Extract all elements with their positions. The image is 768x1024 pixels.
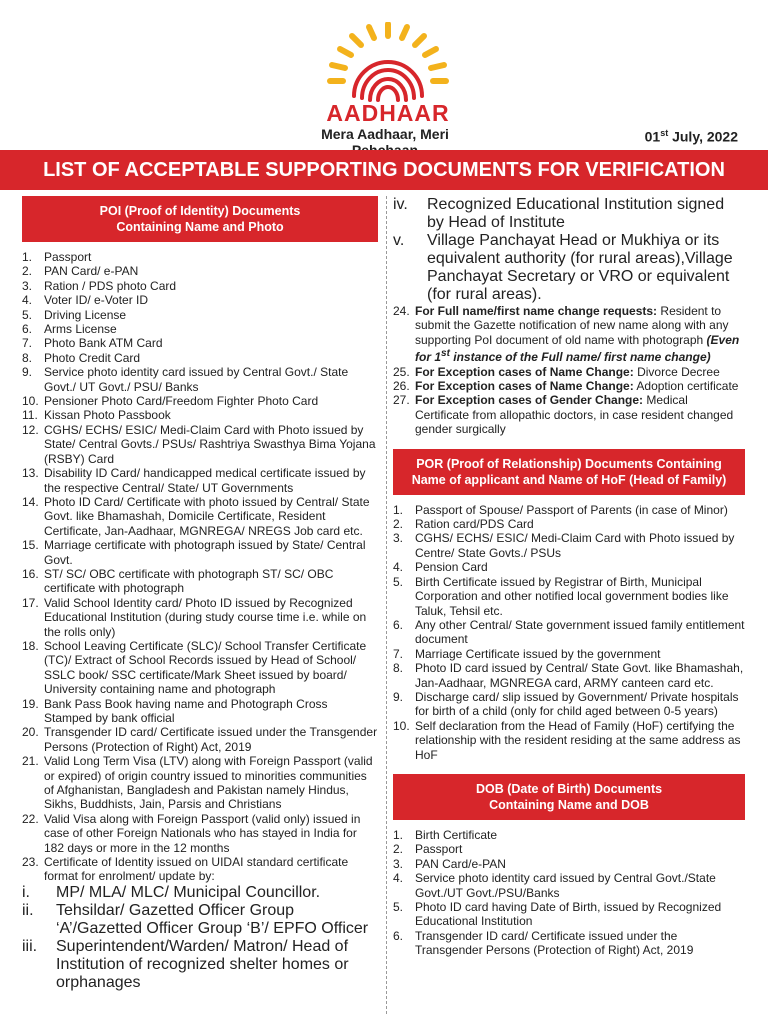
por-list xyxy=(393,503,745,762)
list-item: 9. Service photo identity card issued by Central Govt./ State Govt./ UT Govt./ PSU/ Banks xyxy=(22,365,349,394)
poi-section-heading: POI (Proof of Identity) Documents Containing Name and Photo xyxy=(22,196,378,242)
list-item: 15. Marriage certificate with photograph issued by State/ Central Govt. xyxy=(22,538,366,567)
list-item: 12. CGHS/ ECHS/ ESIC/ Medi-Claim Card with Photo issued by State/ Central Govts./ PSUs/ Rashtriya Swasthya Bima Yojana (RSBY) Card xyxy=(22,422,376,466)
list-item: 13. Disability ID Card/ handicapped medical certificate issued by the respective Central/ State/ UT Governments xyxy=(22,466,366,495)
list-item: 3. Ration / PDS photo Card xyxy=(22,278,177,293)
list-item: 1. Passport xyxy=(22,250,92,264)
column-divider xyxy=(386,196,387,1014)
list-item: 9. Discharge card/ slip issued by Government/ Private hospitals for birth of a child (only for child aged between 0-5 years) xyxy=(393,689,739,719)
list-item: 21. Valid Long Term Visa (LTV) along with Foreign Passport (valid or expired) of origin country issued to minorities communities of Afghanistan, Bangladesh and Pakistan namely Hindus, Sikhs, Buddhists, Jain, Parsis and Christians xyxy=(22,754,373,812)
dob-section-heading: DOB (Date of Birth) Documents Containing Name and DOB xyxy=(393,774,745,820)
list-item: 10. Pensioner Photo Card/Freedom Fighter Photo Card xyxy=(22,394,319,409)
list-item: 6. Arms License xyxy=(22,322,117,337)
list-item: 2. Passport xyxy=(393,842,463,857)
list-item: 8. Photo Credit Card xyxy=(22,350,141,365)
aadhaar-logo-icon xyxy=(318,22,458,102)
list-item: 17. Valid School Identity card/ Photo ID issued by Recognized Educational Institution (during study course time i.e. while on the rolls only) xyxy=(22,595,367,639)
list-item: 20. Transgender ID card/ Certificate issued under the Transgender Persons (Protection of Right) Act, 2019 xyxy=(22,725,378,754)
issue-date: 01st July, 2022 xyxy=(644,128,738,145)
list-item: 8. Photo ID card issued by Central/ State Govt. like Bhamashah, Jan-Aadhaar, MGNREGA card, ARMY canteen card etc. xyxy=(393,661,744,690)
list-item: 3. PAN Card/e-PAN xyxy=(393,856,506,871)
poi-sub-list xyxy=(22,884,378,992)
list-item: 26. For Exception cases of Name Change: Adoption certificate xyxy=(393,379,739,394)
list-item: 1. Birth Certificate xyxy=(393,827,498,842)
tagline: Mera Aadhaar, Meri xyxy=(321,126,449,142)
list-item: 16. ST/ SC/ OBC certificate with photograph ST/ SC/ OBC certificate with photograph xyxy=(22,566,334,596)
brand-name: AADHAAR xyxy=(326,100,450,126)
list-item: i. MP/ MLA/ MLC/ Municipal Councillor. xyxy=(22,883,321,901)
right-column xyxy=(393,196,745,958)
list-item: 23. Certificate of Identity issued on UIDAI standard certificate format for enrolment/ update by: xyxy=(22,855,349,884)
list-item: 3. CGHS/ ECHS/ ESIC/ Medi-Claim Card with Photo issued by Centre/ State Govts./ PSUs xyxy=(393,531,735,560)
poi-sub-list-cont xyxy=(393,196,745,304)
list-item: 1. Passport of Spouse/ Passport of Parents (in case of Minor) xyxy=(393,502,728,517)
list-item: 27. For Exception cases of Gender Change: Medical Certificate from allopathic doctors, in case resident changed gender surgically xyxy=(393,393,734,437)
list-item: 5. Photo ID card having Date of Birth, issued by Recognized Educational Institution xyxy=(393,900,722,929)
list-item: 11. Kissan Photo Passbook xyxy=(22,408,171,423)
list-item: 7. Photo Bank ATM Card xyxy=(22,336,163,351)
header xyxy=(0,0,768,150)
list-item: 2. Ration card/PDS Card xyxy=(393,517,534,532)
page-title: LIST OF ACCEPTABLE SUPPORTING DOCUMENTS FOR VERIFICATION xyxy=(0,150,768,190)
list-item: 6. Transgender ID card/ Certificate issued under the Transgender Persons (Protection of Right) Act, 2019 xyxy=(393,928,694,958)
list-item: v. Village Panchayat Head or Mukhiya or its equivalent authority (for rural areas),Village Panchayat Secretary or VRO or equivalent (for rural areas). xyxy=(393,232,733,303)
poi-list xyxy=(22,250,378,884)
list-item: 2. PAN Card/ e-PAN xyxy=(22,264,139,279)
dob-list xyxy=(393,828,745,958)
list-item: 5. Birth Certificate issued by Registrar of Birth, Municipal Corporation and other notified local government bodies like Taluk, Tehsil etc. xyxy=(393,574,729,618)
list-item: 14. Photo ID Card/ Certificate with photo issued by Central/ State Govt. like Bhamashah, Domicile Certificate, Resident Certificate, Jan-Aadhaar, MGNREGA/ NREGS Job card etc. xyxy=(22,494,370,538)
list-item: 24. For Full name/first name change requests: Resident to submit the Gazette notification of new name along with any supporting PoI document of old name with photograph (Even for 1st instance of the Full name/ first name change) xyxy=(393,304,740,365)
list-item: 18. School Leaving Certificate (SLC)/ School Transfer Certificate (TC)/ Extract of School Records issued by Head of School/ SSLC book/ SSC certificate/Mark Sheet issued by board/ University containing name and photograph xyxy=(22,638,367,697)
list-item: 4. Pension Card xyxy=(393,560,488,575)
list-item: 22. Valid Visa along with Foreign Passport (valid only) issued in case of other Foreign Nationals who has stayed in India for 182 days or more in the 12 months xyxy=(22,811,361,855)
list-item: 6. Any other Central/ State government issued family entitlement document xyxy=(393,617,745,647)
list-item: 7. Marriage Certificate issued by the government xyxy=(393,646,661,661)
list-item: 5. Driving License xyxy=(22,307,127,322)
poi-list-cont xyxy=(393,304,745,437)
list-item: iv. Recognized Educational Institution signed by Head of Institute xyxy=(393,196,725,231)
list-item: 25. For Exception cases of Name Change: Divorce Decree xyxy=(393,364,720,379)
por-section-heading: POR (Proof of Relationship) Documents Containing Name of applicant and Name of HoF (Head of Family) xyxy=(393,449,745,495)
list-item: 19. Bank Pass Book having name and Photograph Cross Stamped by bank official xyxy=(22,696,328,725)
list-item: 10. Self declaration from the Head of Family (HoF) certifying the relationship with the resident residing at the same address as HoF xyxy=(393,718,741,762)
list-item: ii. Tehsildar/ Gazetted Officer Group ‘A’/Gazetted Officer Group ‘B’/ EPFO Officer xyxy=(22,901,369,937)
list-item: iii. Superintendent/Warden/ Matron/ Head of Institution of recognized shelter homes or orphanages xyxy=(22,937,349,991)
list-item: 4. Voter ID/ e-Voter ID xyxy=(22,293,149,308)
list-item: 4. Service photo identity card issued by Central Govt./State Govt./UT Govt./PSU/Banks xyxy=(393,871,716,900)
left-column xyxy=(22,196,378,992)
